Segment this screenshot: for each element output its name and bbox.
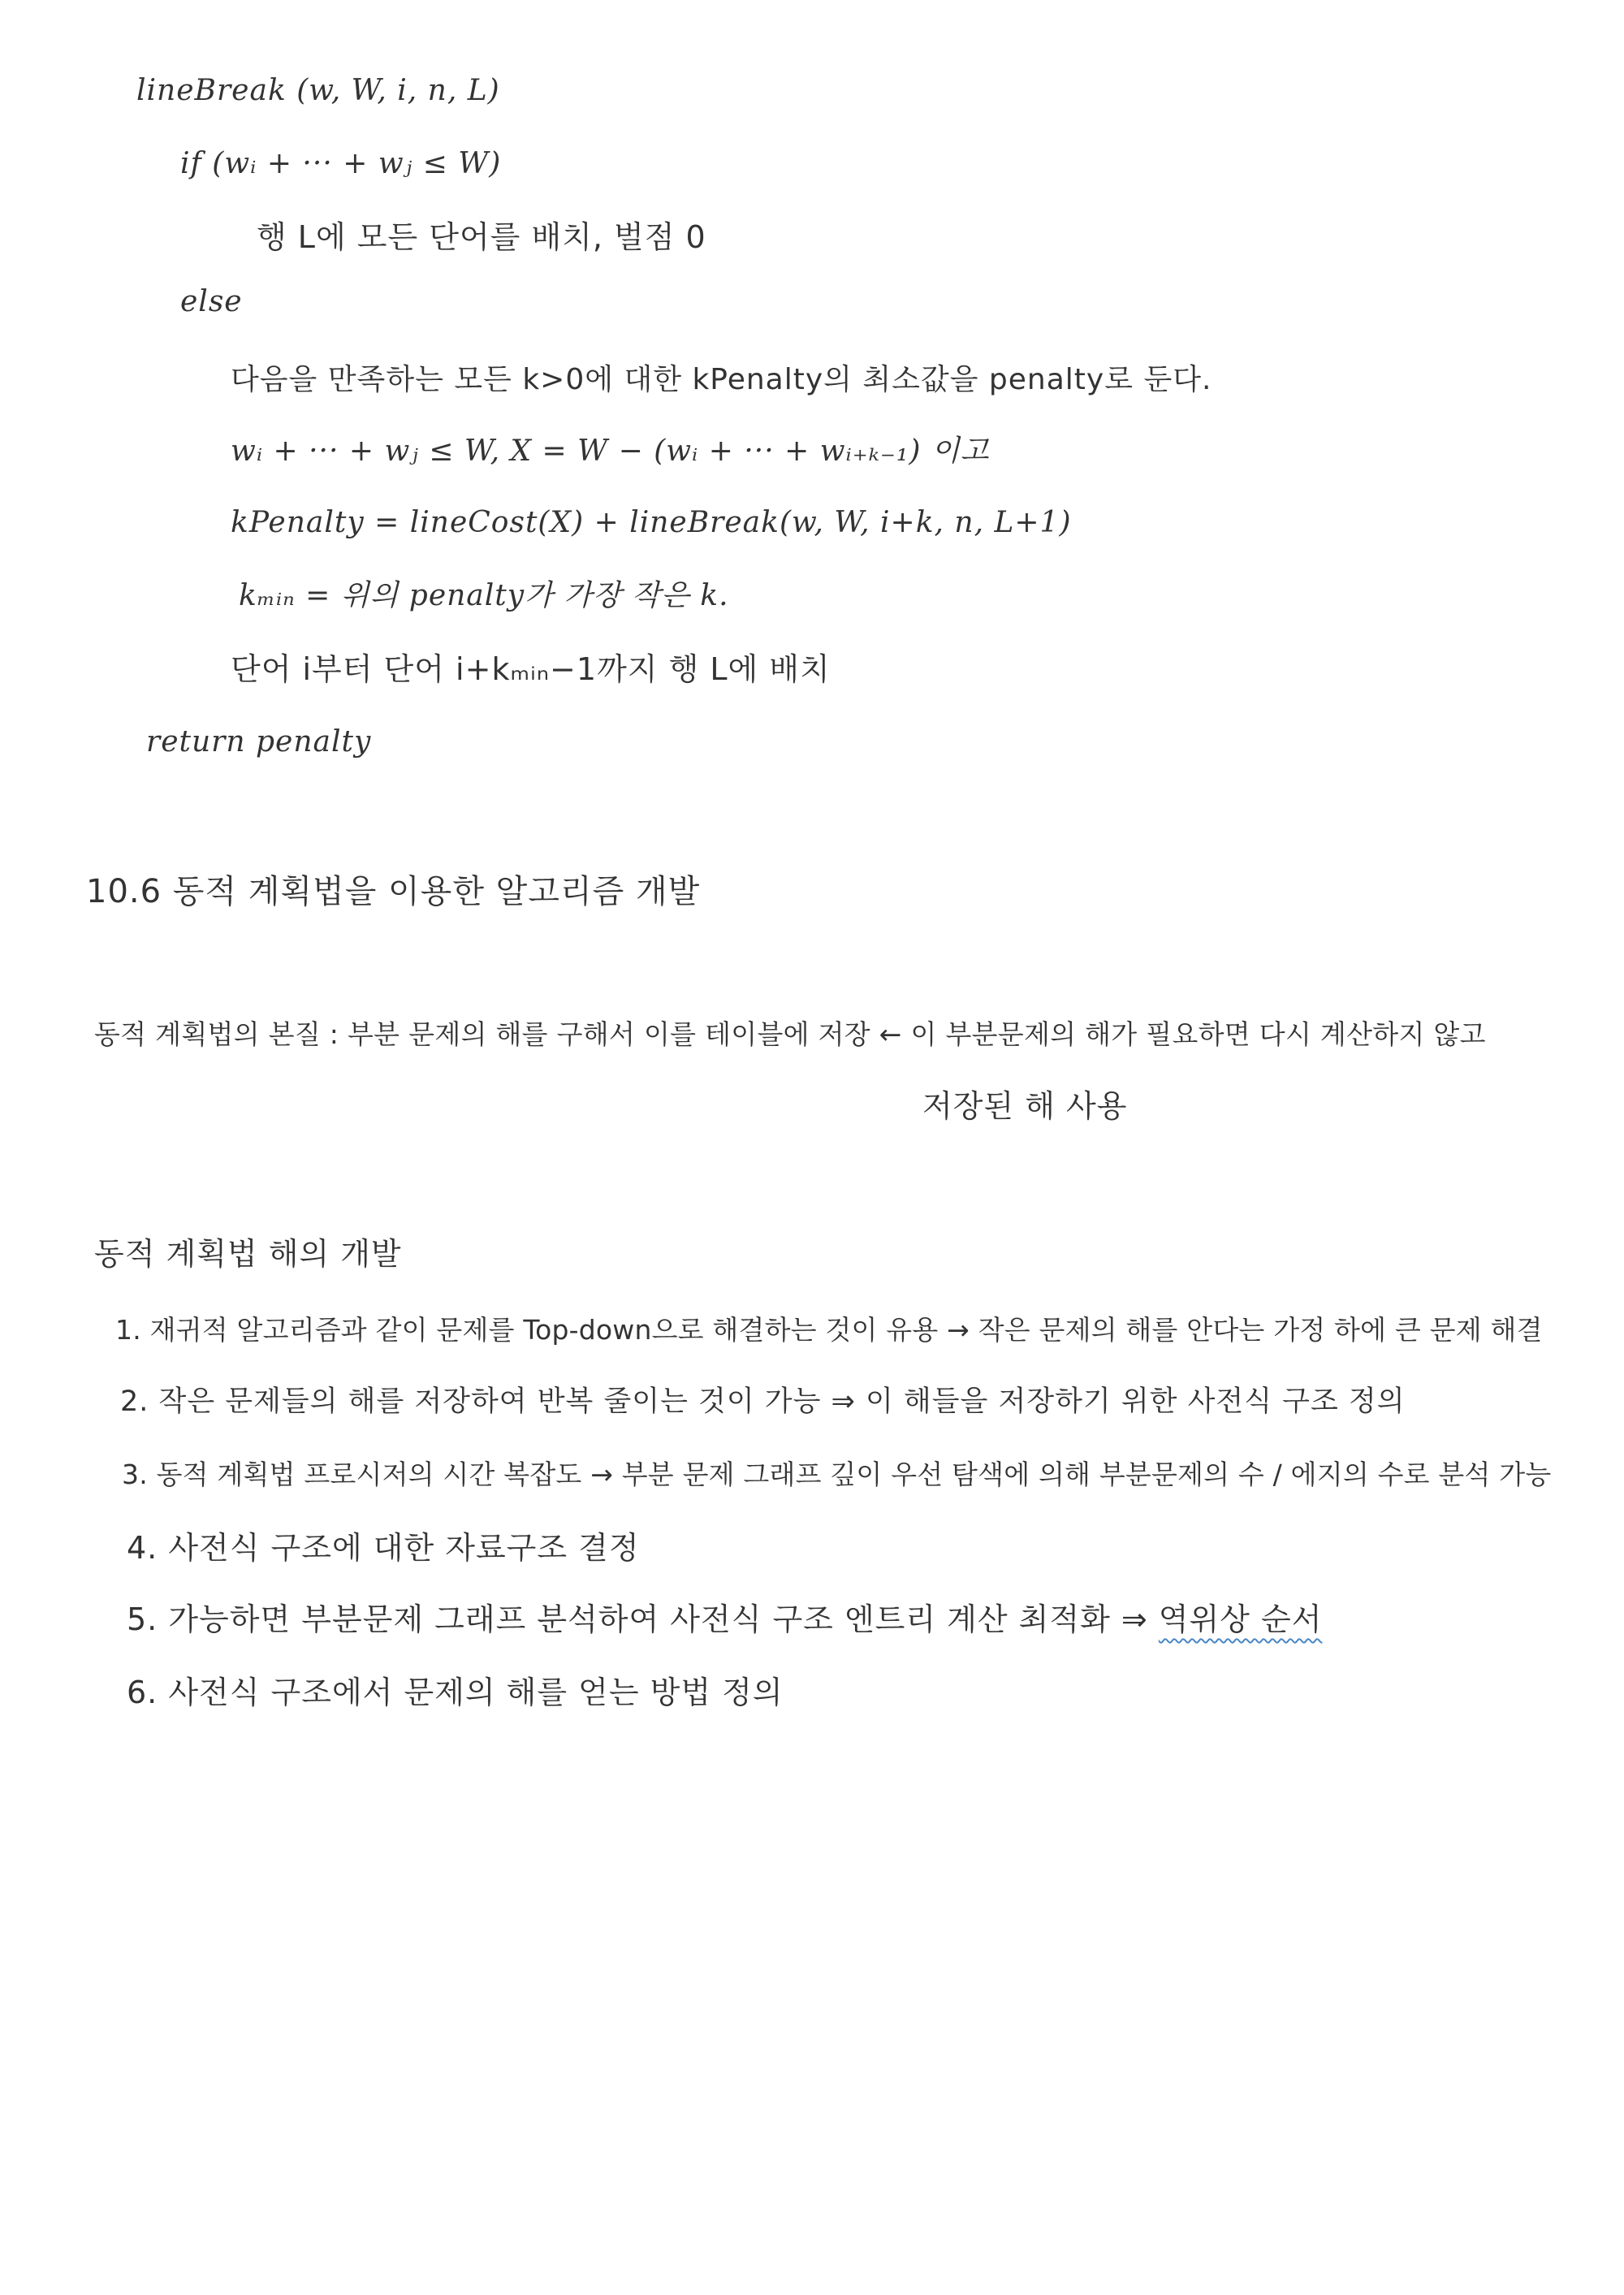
essence-line-1: 동적 계획법의 본질 : 부분 문제의 해를 구해서 이를 테이블에 저장 ← 이 부분문제의 해가 필요하면 다시 계산하지 않고 — [94, 1018, 1486, 1050]
list-item-emphasis: 역위상 순서 — [1158, 1601, 1323, 1637]
section-title: 10.6 동적 계획법을 이용한 알고리즘 개발 — [86, 873, 701, 910]
list-item-text: 5. 가능하면 부분문제 그래프 분석하여 사전식 구조 엔트리 계산 최적화 ⇒ — [127, 1601, 1159, 1637]
pseudocode-signature: lineBreak (w, W, i, n, L) — [136, 74, 500, 107]
pseudocode-kpenalty: kPenalty = lineCost(X) + lineBreak(w, W, i+k, n, L+1) — [231, 506, 1072, 539]
list-item: 4. 사전식 구조에 대한 자료구조 결정 — [127, 1530, 640, 1566]
pseudocode-if-line: if (wᵢ + ··· + wⱼ ≤ W) — [180, 147, 502, 180]
list-item: 1. 재귀적 알고리즘과 같이 문제를 Top-down으로 해결하는 것이 유용 → 작은 문제의 해를 안다는 가정 하에 큰 문제 해결 — [115, 1314, 1543, 1346]
development-heading: 동적 계획법 해의 개발 — [94, 1236, 402, 1272]
list-item: 3. 동적 계획법 프로시저의 시간 복잡도 → 부분 문제 그래프 깊이 우선 탐색에 의해 부분문제의 수 / 에지의 수로 분석 가능 — [122, 1459, 1552, 1490]
pseudocode-constraint: wᵢ + ··· + wⱼ ≤ W, X = W − (wᵢ + ··· + wᵢ₊ₖ₋₁) 이고 — [231, 434, 990, 468]
pseudocode-else-line: else — [180, 285, 243, 318]
pseudocode-kmin: kₘᵢₙ = 위의 penalty가 가장 작은 k. — [239, 579, 729, 612]
pseudocode-place-words: 단어 i부터 단어 i+kₘᵢₙ−1까지 행 L에 배치 — [231, 651, 831, 687]
pseudocode-return-line: return penalty — [146, 725, 372, 759]
list-item: 6. 사전식 구조에서 문제의 해를 얻는 방법 정의 — [127, 1675, 784, 1710]
list-item: 2. 작은 문제들의 해를 저장하여 반복 줄이는 것이 가능 ⇒ 이 해들을 저장하기 위한 사전식 구조 정의 — [120, 1385, 1406, 1418]
essence-line-2: 저장된 해 사용 — [922, 1088, 1128, 1124]
list-item — [127, 1600, 1322, 1639]
pseudocode-else-description: 다음을 만족하는 모든 k>0에 대한 kPenalty의 최소값을 penalty로 둔다. — [231, 363, 1212, 396]
pseudocode-if-body: 행 L에 모든 단어를 배치, 벌점 0 — [257, 219, 706, 255]
